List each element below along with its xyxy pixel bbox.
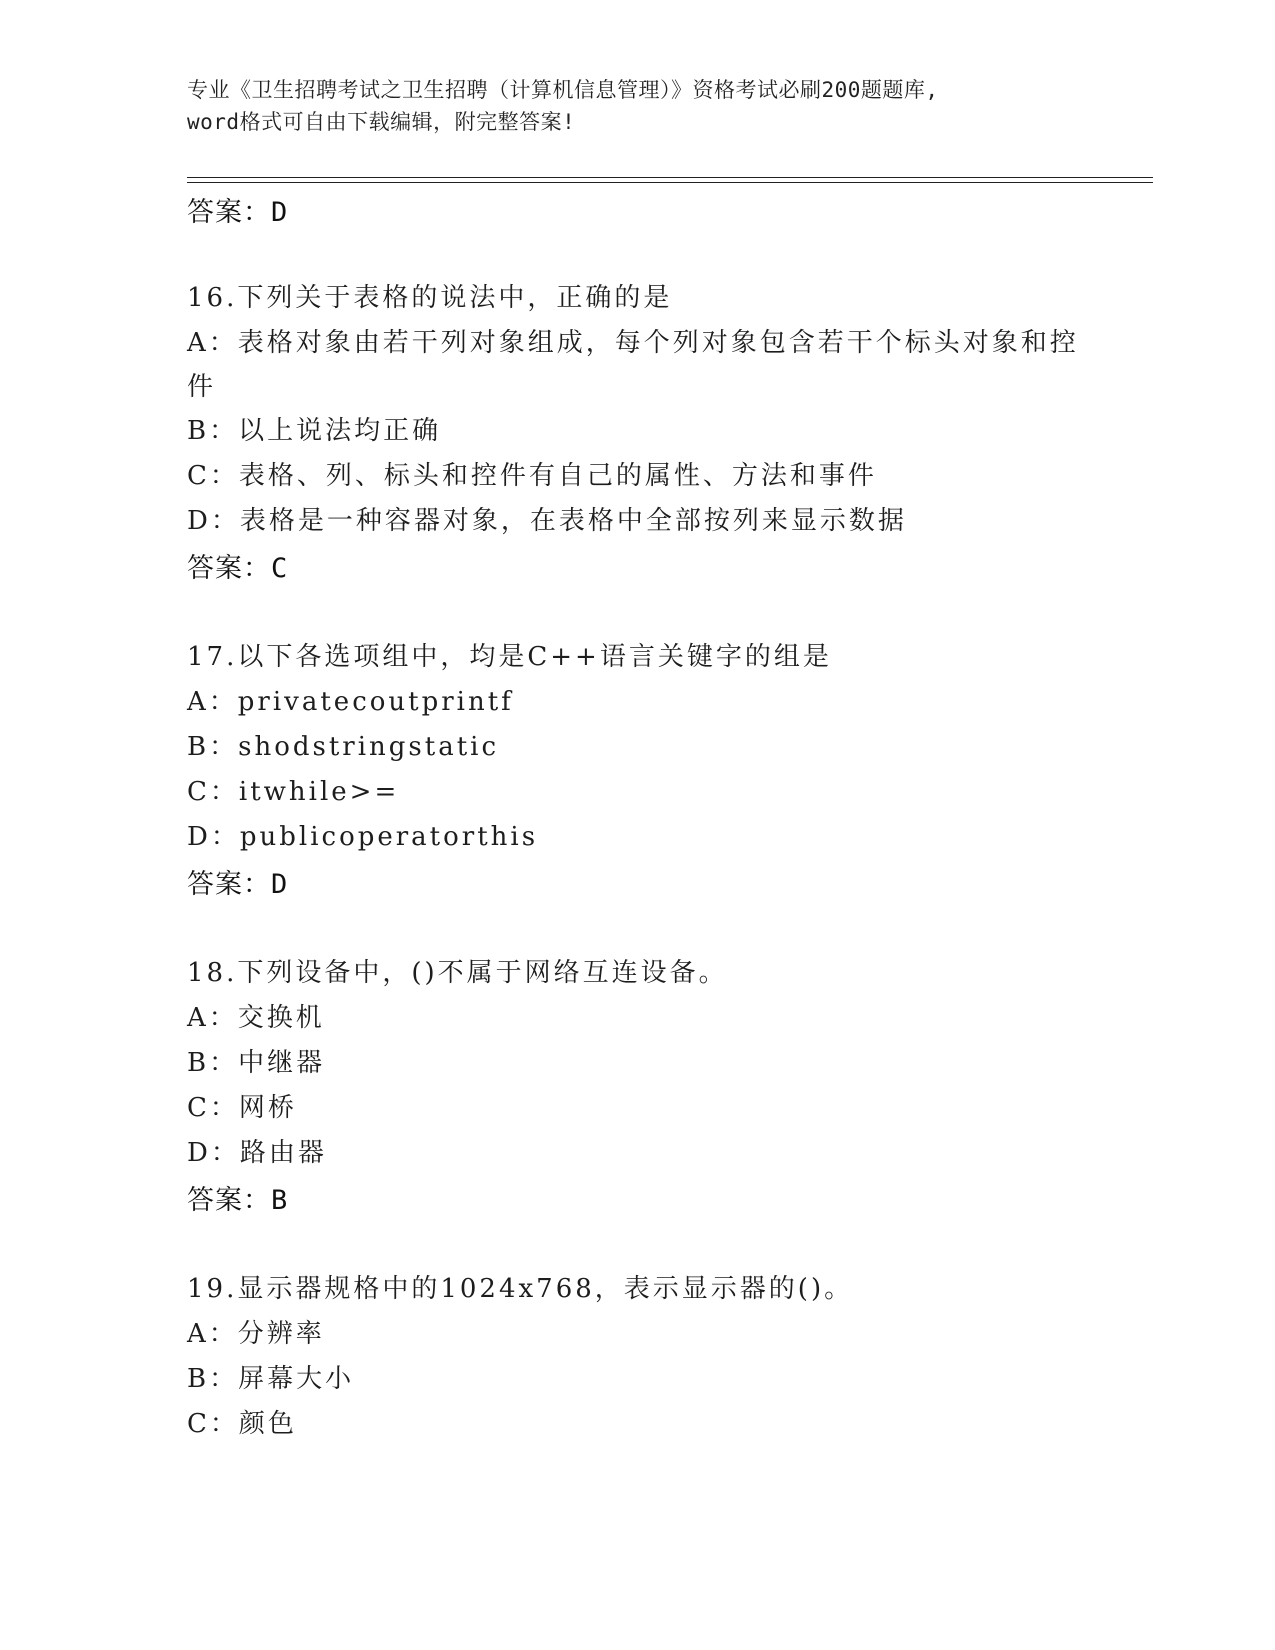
question-17-option-c: C：itwhile>= [187, 777, 400, 807]
question-17-option-d: D：publicoperatorthis [187, 822, 539, 852]
question-19-option-c: C：颜色 [187, 1409, 297, 1439]
question-18-stem: 18.下列设备中，()不属于网络互连设备。 [187, 958, 728, 988]
question-16-option-a: A：表格对象由若干列对象组成，每个列对象包含若干个标头对象和控 [187, 328, 1079, 358]
question-18-answer: 答案：B [187, 1185, 289, 1216]
question-17-stem: 17.以下各选项组中，均是C++语言关键字的组是 [187, 642, 832, 672]
header-line-1: 专业《卫生招聘考试之卫生招聘（计算机信息管理）》资格考试必刷200题题库, [187, 78, 939, 102]
question-17-option-b: B：shodstringstatic [187, 732, 500, 762]
question-18-option-b: B：中继器 [187, 1048, 326, 1078]
question-18-option-a: A：交换机 [187, 1003, 325, 1033]
question-18-option-c: C：网桥 [187, 1093, 297, 1123]
question-18-option-d: D：路由器 [187, 1138, 327, 1168]
question-17-option-a: A：privatecoutprintf [187, 687, 514, 717]
header-divider-top [187, 177, 1153, 178]
question-19-option-a: A：分辨率 [187, 1319, 325, 1349]
header-divider-bottom [187, 182, 1153, 183]
header-line-2: word格式可自由下载编辑，附完整答案! [187, 110, 576, 134]
document-header [187, 74, 1087, 138]
question-17-answer: 答案：D [187, 869, 289, 900]
question-19-option-b: B：屏幕大小 [187, 1364, 355, 1394]
question-19-stem: 19.显示器规格中的1024x768，表示显示器的()。 [187, 1274, 854, 1304]
question-16-option-b: B：以上说法均正确 [187, 416, 442, 446]
question-16-answer: 答案：C [187, 553, 289, 584]
question-16-option-d: D：表格是一种容器对象，在表格中全部按列来显示数据 [187, 506, 907, 536]
question-16-option-a-cont: 件 [187, 372, 217, 402]
question-16-option-c: C：表格、列、标头和控件有自己的属性、方法和事件 [187, 461, 877, 491]
answer-previous: 答案：D [187, 197, 289, 228]
question-16-stem: 16.下列关于表格的说法中，正确的是 [187, 283, 673, 313]
